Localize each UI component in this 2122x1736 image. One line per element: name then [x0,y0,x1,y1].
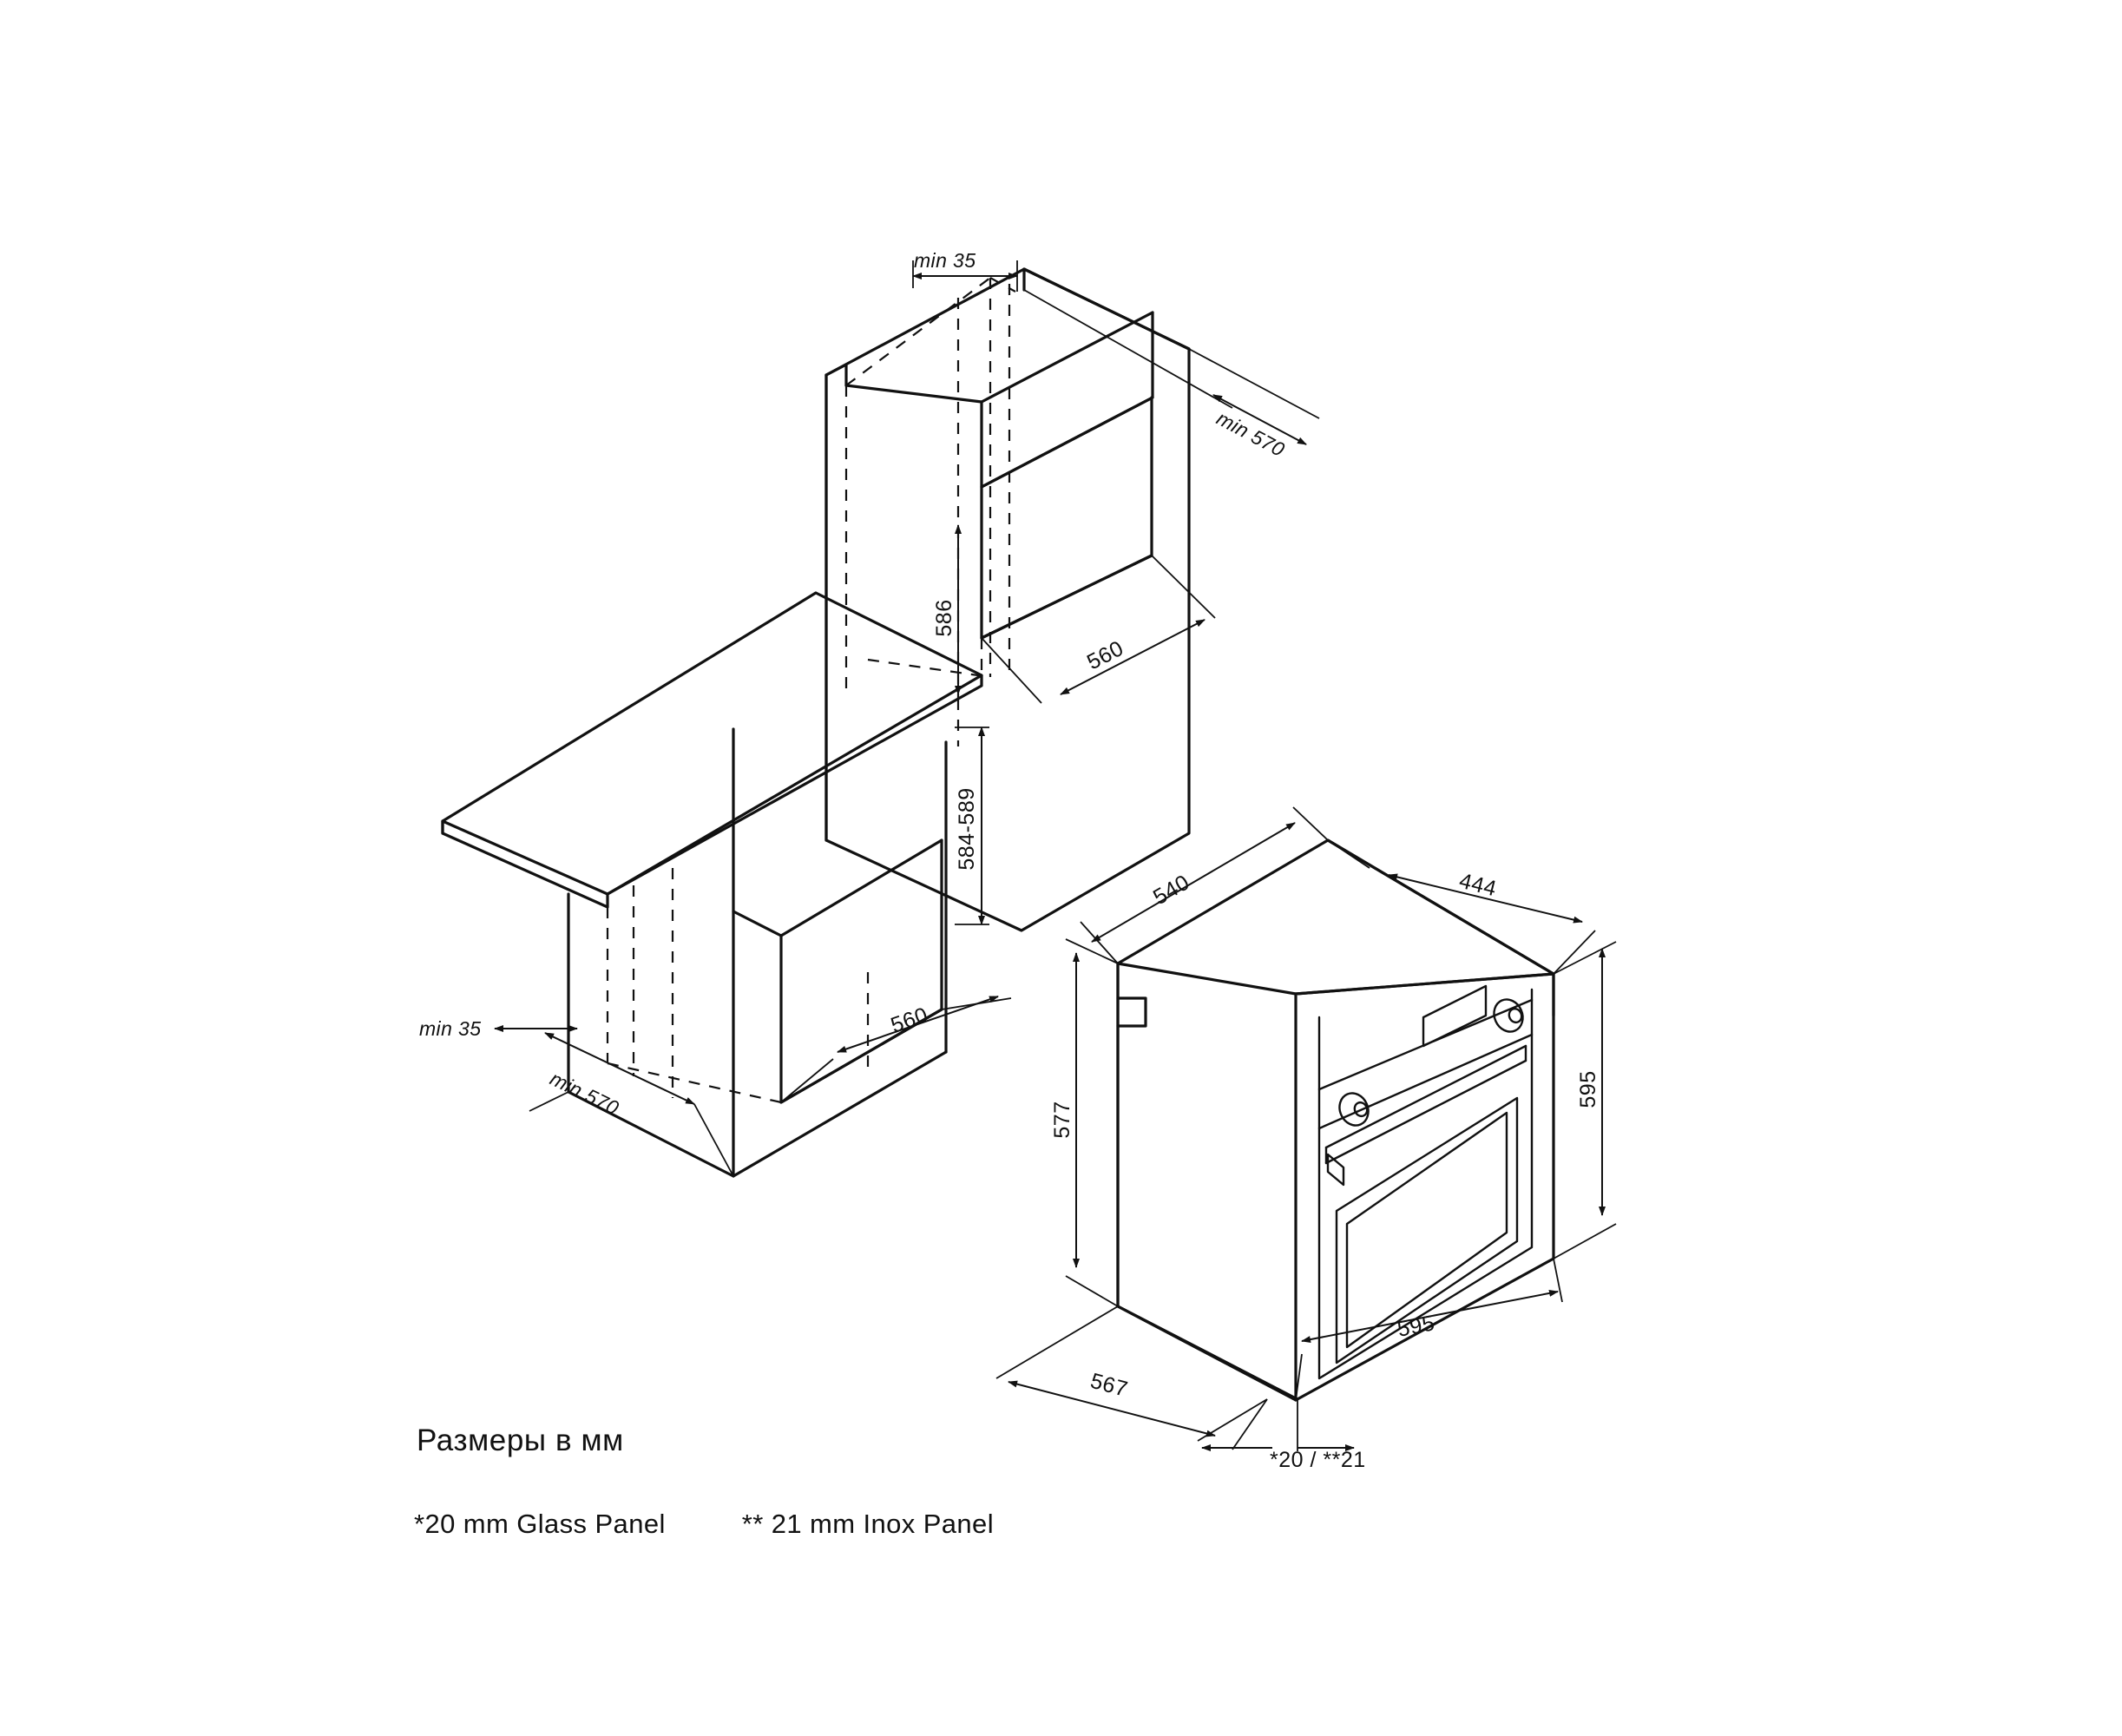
dim-560-lower [781,996,1011,1102]
dim-min570-lower [529,1033,733,1176]
dim-label-586: 586 [932,599,956,637]
dim-label-min570-top: min 570 [1212,406,1289,462]
niche-cabinet-isometric [419,249,1319,1176]
dim-label-595-width: 595 [1395,1311,1437,1342]
dim-595-height [1554,942,1616,1259]
oven-isometric [996,807,1616,1472]
dim-label-567: 567 [1087,1368,1131,1402]
dim-label-min570-lower: min 570 [546,1067,623,1120]
footnotes [414,1509,994,1540]
footnote-glass-panel: *20 mm Glass Panel [414,1509,666,1539]
dim-label-panel-thickness: *20 / **21 [1270,1448,1366,1472]
dim-label-560-upper: 560 [1083,635,1128,675]
dim-label-595-height: 595 [1576,1070,1600,1108]
dim-label-min35-top: min 35 [914,249,976,272]
dim-min35-top [913,249,1017,292]
dim-label-540: 540 [1149,870,1194,911]
dim-540 [1081,807,1328,963]
dim-label-584-589: 584-589 [955,787,979,871]
dim-min570-top [1024,290,1319,461]
dim-label-444: 444 [1456,868,1500,902]
dim-584-589 [955,727,989,924]
dim-444 [1328,840,1595,974]
units-caption: Размеры в мм [417,1424,624,1457]
dim-560-upper [982,556,1215,703]
dim-577 [1050,939,1118,1306]
dim-panel-thickness [1202,1399,1366,1472]
dim-label-577: 577 [1050,1101,1074,1139]
dim-label-560-lower: 560 [887,1003,931,1038]
dim-567 [996,1306,1267,1441]
footnote-inox-panel: ** 21 mm Inox Panel [741,1509,994,1539]
dim-label-min35-lower: min 35 [419,1017,482,1040]
